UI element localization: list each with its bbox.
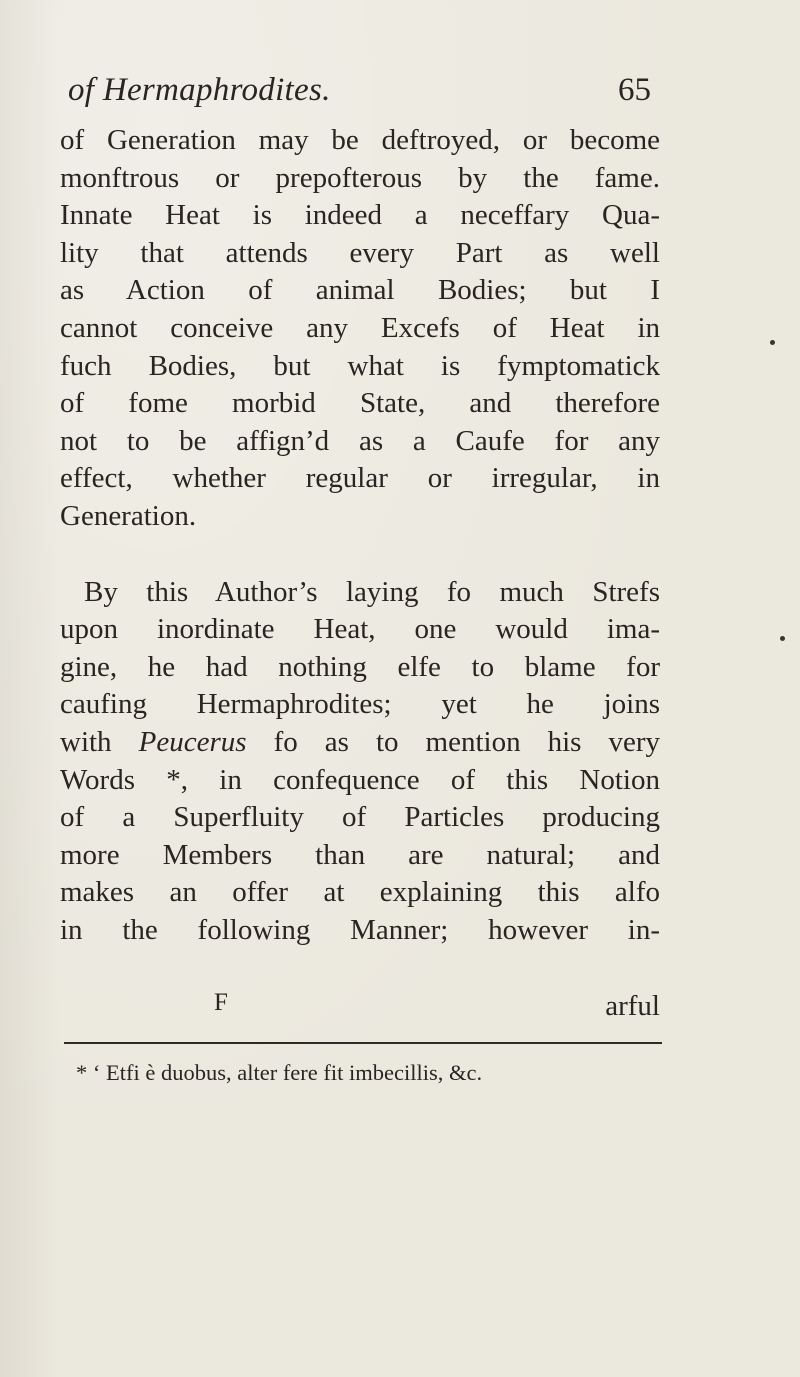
footnote-rule: [64, 1042, 662, 1044]
signature-mark: F: [214, 989, 228, 1016]
text-line: Generation.: [60, 499, 197, 532]
ink-speck: [770, 340, 775, 345]
text-line: By this Author’s laying fo much Strefs: [84, 575, 660, 608]
text-line: monftrous or prepofterous by the fame.: [60, 161, 660, 194]
text-line: cannot conceive any Excefs of Heat in: [60, 311, 660, 344]
italic-name: Peucerus: [138, 725, 247, 758]
text-line: Words *, in confequence of this Notion: [60, 763, 660, 796]
catchword: arful: [605, 990, 660, 1022]
text-line: of Generation may be deftroyed, or become: [60, 124, 660, 156]
text-line: not to be affign’d as a Caufe for any: [60, 424, 660, 457]
footnote: * ‘ Etfi è duobus, alter fere fit imbecillis, &c.: [76, 1060, 483, 1085]
body-text: [60, 122, 660, 949]
text-line: lity that attends every Part as well: [60, 236, 660, 269]
text-line: fuch Bodies, but what is fymptomatick: [60, 349, 660, 382]
paragraph-2: [60, 574, 660, 950]
text-line: [60, 724, 660, 762]
text-line: upon inordinate Heat, one would ima-: [60, 613, 660, 646]
text-line: of a Superfluity of Particles producing: [60, 801, 660, 834]
text-line: caufing Hermaphrodites; yet he joins: [60, 688, 660, 721]
text-line: of fome morbid State, and therefore: [60, 387, 660, 420]
page-foot-line: [60, 988, 660, 1026]
text-segment: with: [60, 725, 112, 758]
page-header: [68, 72, 668, 116]
text-line: effect, whether regular or irregular, in: [60, 462, 660, 495]
running-head: of Hermaphrodites.: [68, 72, 331, 108]
page-number: 65: [618, 72, 651, 108]
text-line: as Action of animal Bodies; but I: [60, 274, 660, 307]
paragraph-1: [60, 122, 660, 536]
text-segment: fo as to mention his very: [273, 725, 661, 758]
text-line: Innate Heat is indeed a neceffary Qua-: [60, 199, 660, 232]
ink-speck: [780, 636, 785, 641]
text-line: more Members than are natural; and: [60, 838, 660, 871]
text-line: in the following Manner; however in-: [60, 913, 660, 946]
text-line: gine, he had nothing elfe to blame for: [60, 650, 660, 683]
text-line: makes an offer at explaining this alfo: [60, 876, 660, 909]
paragraph-gap: [60, 536, 660, 574]
